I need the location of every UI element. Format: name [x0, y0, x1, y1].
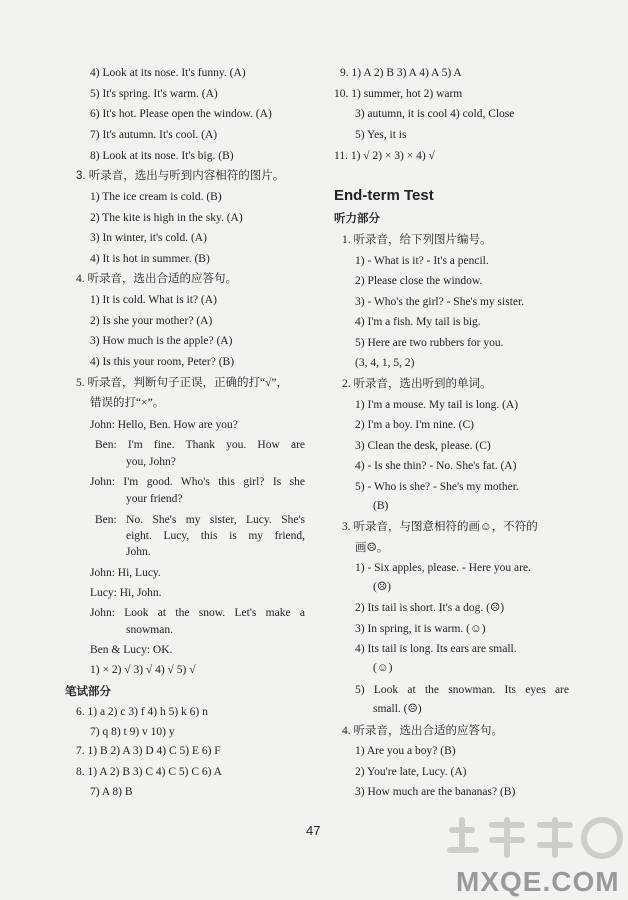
dialogue-line: Ben & Lucy: OK. — [90, 644, 173, 656]
answer-line: 1) I'm a mouse. My tail is long. (A) — [355, 399, 519, 411]
answer-line: 10. 1) summer, hot 2) warm — [334, 88, 463, 100]
answer-line: 5) Look at the snowman. Its eyes are — [355, 684, 569, 696]
answer-line: 2) Please close the window. — [355, 275, 483, 287]
answer-line: 4) Look at its nose. It's funny. (A) — [90, 67, 246, 79]
dialogue-line: John: I'm good. Who's this girl? Is she — [90, 476, 305, 488]
answer-line: 1) It is cold. What is it? (A) — [90, 294, 217, 306]
answer-line: 3) In spring, it is warm. (☺) — [355, 623, 486, 635]
answer-line: 7. 1) B 2) A 3) D 4) C 5) E 6) F — [76, 745, 221, 757]
answer-line: 5) It's spring. It's warm. (A) — [90, 88, 218, 100]
answer-line: 4) I'm a fish. My tail is big. — [355, 316, 481, 328]
question-heading: 4. 听录音，选出合适的应答句。 — [342, 725, 503, 737]
answer-line: 4) - Is she thin? - No. She's fat. (A) — [355, 460, 517, 472]
answer-line: 2) Is she your mother? (A) — [90, 315, 213, 327]
question-heading: 4. 听录音，选出合适的应答句。 — [76, 273, 237, 285]
answer-line: small. (☹) — [373, 703, 422, 715]
answer-line: 11. 1) √ 2) × 3) × 4) √ — [334, 150, 435, 162]
dialogue-line: John: Look at the snow. Let's make a — [90, 607, 305, 619]
answer-line: 1) Are you a boy? (B) — [355, 745, 456, 757]
answer-line: 2) The kite is high in the sky. (A) — [90, 212, 243, 224]
answer-line: 3) How much is the apple? (A) — [90, 335, 233, 347]
answer-line: 4) Is this your room, Peter? (B) — [90, 356, 235, 368]
answer-line: (3, 4, 1, 5, 2) — [355, 357, 415, 369]
question-heading: 5. 听录音，判断句子正误，正确的打“√”， — [76, 377, 289, 389]
answer-line: 5) Here are two rubbers for you. — [355, 337, 504, 349]
answer-line: 2) You're late, Lucy. (A) — [355, 766, 467, 778]
answer-line: 5) - Who is she? - She's my mother. — [355, 481, 519, 493]
answer-line: 2) I'm a boy. I'm nine. (C) — [355, 419, 475, 431]
question-heading: 1. 听录音，给下列图片编号。 — [342, 234, 492, 246]
section-title: End-term Test — [334, 187, 434, 204]
dialogue-line: John: Hello, Ben. How are you? — [90, 419, 238, 431]
answer-line: 5) Yes, it is — [355, 129, 407, 141]
answer-line: 7) A 8) B — [90, 786, 133, 798]
question-heading: 3. 听录音，选出与听到内容相符的图片。 — [76, 170, 285, 182]
answer-line: (☹) — [373, 581, 391, 593]
answer-line: 6. 1) a 2) c 3) f 4) h 5) k 6) n — [76, 706, 208, 718]
watermark-text: MXQE.COM — [456, 866, 620, 897]
question-heading-cont: 画☹。 — [355, 542, 389, 554]
answer-line: 7) It's autumn. It's cool. (A) — [90, 129, 218, 141]
answer-line: 1) The ice cream is cold. (B) — [90, 191, 222, 203]
question-heading-cont: 错误的打“×”。 — [90, 397, 165, 409]
section-heading: 笔试部分 — [65, 686, 111, 698]
question-heading: 3. 听录音，与图意相符的画☺，不符的 — [342, 521, 538, 533]
answer-line: 9. 1) A 2) B 3) A 4) A 5) A — [340, 67, 462, 79]
dialogue-line: Ben: I'm fine. Thank you. How are — [95, 439, 305, 451]
answer-line: 3) autumn, it is cool 4) cold, Close — [355, 108, 515, 120]
answer-line: 7) q 8) t 9) v 10) y — [90, 726, 175, 738]
answer-line: 6) It's hot. Please open the window. (A) — [90, 108, 272, 120]
answer-line: 3) In winter, it's cold. (A) — [90, 232, 207, 244]
answer-line: 2) Its tail is short. It's a dog. (☹) — [355, 602, 505, 614]
answer-line: 1) - What is it? - It's a pencil. — [355, 255, 489, 267]
dialogue-line: Ben: No. She's my sister, Lucy. She's — [95, 514, 305, 526]
answer-line: 4) It is hot in summer. (B) — [90, 253, 210, 265]
dialogue-line: you, John? — [126, 456, 176, 468]
page-number: 47 — [306, 823, 321, 838]
dialogue-line: eight. Lucy, this is my friend, — [126, 530, 305, 542]
dialogue-line: Lucy: Hi, John. — [90, 587, 162, 599]
answer-line: 1) - Six apples, please. - Here you are. — [355, 562, 531, 574]
dialogue-line: snowman. — [126, 624, 173, 636]
answer-line: 8) Look at its nose. It's big. (B) — [90, 150, 234, 162]
answer-line: (☺) — [373, 662, 393, 674]
dialogue-line: John. — [126, 546, 151, 558]
question-heading: 2. 听录音，选出听到的单词。 — [342, 378, 492, 390]
dialogue-line: John: Hi, Lucy. — [90, 567, 161, 579]
answer-line: 4) Its tail is long. Its ears are small. — [355, 643, 517, 655]
section-heading: 听力部分 — [334, 213, 380, 225]
dialogue-line: your friend? — [126, 493, 183, 505]
answer-line: (B) — [373, 500, 389, 512]
answer-line: 1) × 2) √ 3) √ 4) √ 5) √ — [90, 664, 196, 676]
answer-line: 8. 1) A 2) B 3) C 4) C 5) C 6) A — [76, 766, 222, 778]
answer-line: 3) Clean the desk, please. (C) — [355, 440, 491, 452]
answer-line: 3) - Who's the girl? - She's my sister. — [355, 296, 525, 308]
answer-line: 3) How much are the bananas? (B) — [355, 786, 516, 798]
